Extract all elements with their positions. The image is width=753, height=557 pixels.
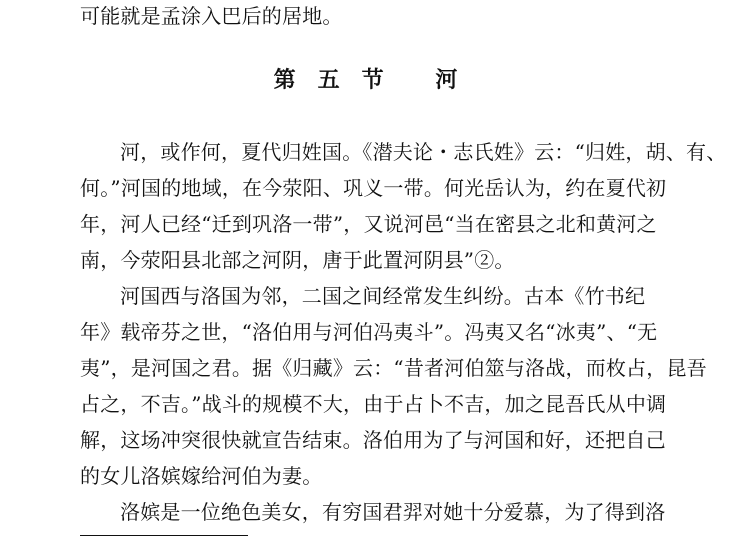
paragraph-1-line-2: 何。”河国的地域，在今荥阳、巩义一带。何光岳认为，约在夏代初: [80, 176, 667, 200]
paragraph-2-line-1: 河国西与洛国为邻，二国之间经常发生纠纷。古本《竹书纪: [120, 284, 646, 308]
footnote-divider: [80, 535, 248, 536]
section-heading: 第五节 河: [273, 68, 480, 93]
top-line: 可能就是孟涂入巴后的居地。: [80, 4, 343, 28]
paragraph-2-line-5: 解，这场冲突很快就宣告结束。洛伯用为了与河国和好，还把自己: [80, 428, 666, 452]
paragraph-3-line-1: 洛嫔是一位绝色美女，有穷国君羿对她十分爱慕，为了得到洛: [120, 500, 666, 524]
paragraph-2-line-6: 的女儿洛嫔嫁给河伯为妻。: [80, 464, 323, 488]
paragraph-1-line-1: 河，或作何，夏代归姓国。《潜夫论・志氏姓》云：“归姓，胡、有、: [120, 140, 727, 164]
paragraph-2-line-3: 夷”，是河国之君。据《归藏》云：“昔者河伯筮与洛战，而枚占，昆吾: [80, 356, 707, 380]
paragraph-2-line-2: 年》载帝芬之世，“洛伯用与河伯冯夷斗”。冯夷又名“冰夷”、“无: [80, 320, 658, 344]
paragraph-1-line-4: 南，今荥阳县北部之河阴，唐于此置河阴县”②。: [80, 248, 515, 272]
paragraph-2-line-4: 占之，不吉。”战斗的规模不大，由于占卜不吉，加之昆吾氏从中调: [80, 392, 667, 416]
paragraph-1-line-3: 年，河人已经“迁到巩洛一带”，又说河邑“当在密县之北和黄河之: [80, 212, 657, 236]
